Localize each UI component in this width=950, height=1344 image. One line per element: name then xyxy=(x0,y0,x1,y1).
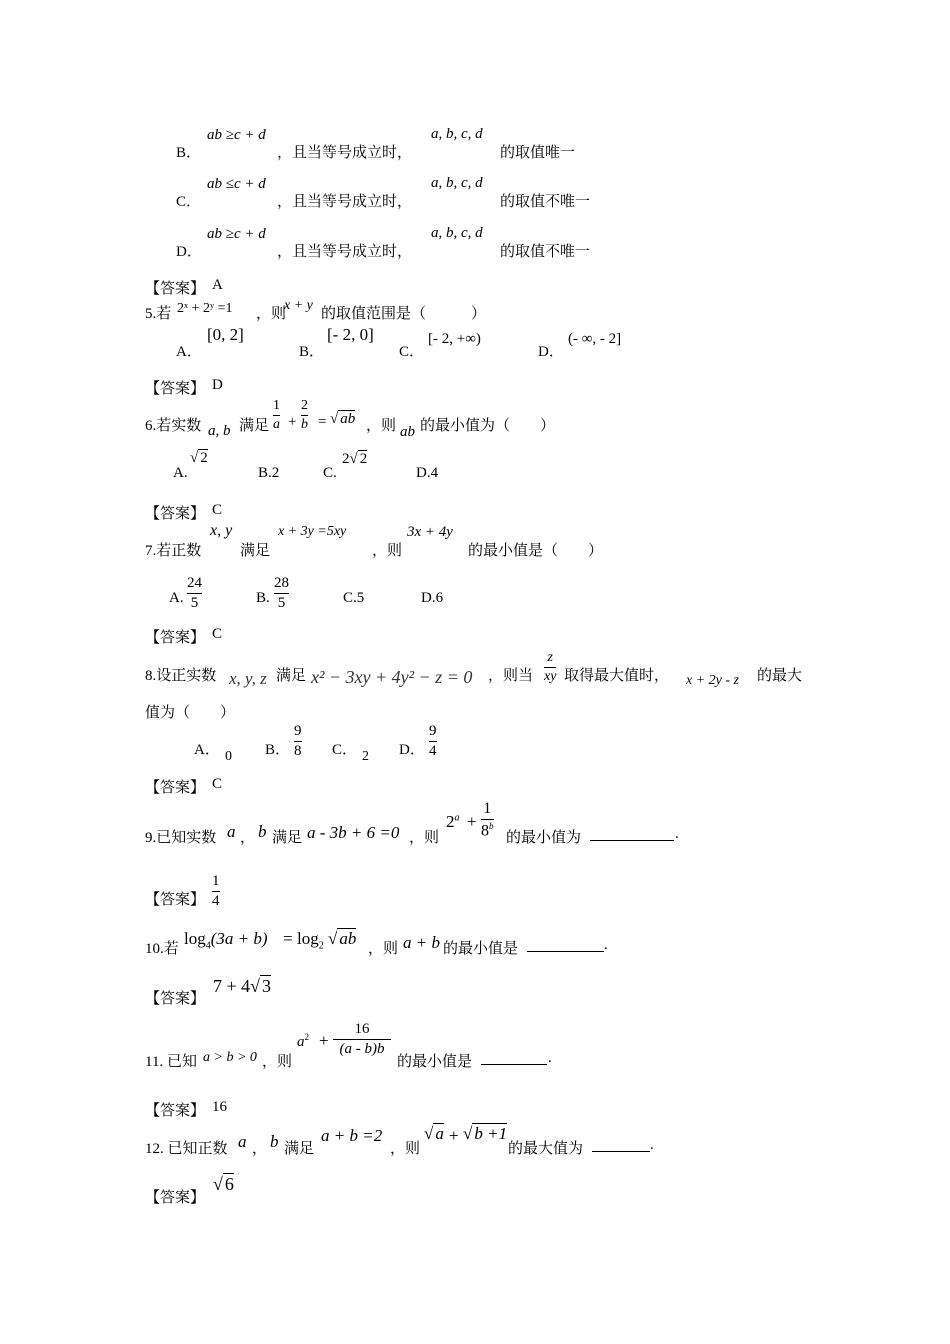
sqrt-b-plus-1: √ b +1 xyxy=(463,1124,508,1143)
answer-key: 【答案】 xyxy=(145,630,206,646)
math-vars: x, y, z xyxy=(229,669,267,688)
text: ，且当等号成立时， xyxy=(277,194,413,210)
text: ，则 xyxy=(262,1054,293,1070)
answer-key: 【答案】 xyxy=(145,1103,206,1119)
math-vars: a, b xyxy=(208,423,231,439)
text: 的最小值是（ ） xyxy=(468,543,604,559)
option-a-fraction: $\frac{24}{5}$ xyxy=(187,575,202,612)
text: ，则 xyxy=(372,543,403,559)
answer-value: C xyxy=(212,776,223,792)
text: 满足 xyxy=(239,418,270,434)
answer-value: 7 + 4√ 3 xyxy=(213,976,272,996)
option-b-fraction: $\frac{9}{8}$ xyxy=(294,723,302,760)
option-label: B． xyxy=(176,145,202,161)
option-a-value: √ 2 xyxy=(190,450,208,466)
option-c: C.5 xyxy=(343,590,365,606)
term-a-squared: $a^2$ xyxy=(297,1032,309,1050)
option-c-value: 2 xyxy=(362,749,369,764)
math-expr: x + y xyxy=(284,298,313,313)
answer-key: 【答案】 xyxy=(145,991,206,1007)
text: ，则当 xyxy=(488,668,534,684)
question-prefix: 5.若 xyxy=(145,306,172,322)
text: 的最小值为（ ） xyxy=(420,418,556,434)
math-eq: x + 3y =5xy xyxy=(278,524,347,539)
option-d: D.4 xyxy=(416,465,439,481)
answer-value: 16 xyxy=(212,1099,227,1115)
plus-sign: + xyxy=(449,1126,459,1145)
math-expr: ab ≥c + d xyxy=(207,226,266,242)
plus-sign: + xyxy=(288,414,297,430)
text: ，且当等号成立时， xyxy=(277,145,413,161)
question-prefix: 7.若正数 xyxy=(145,543,202,559)
option-label: C． xyxy=(176,194,202,210)
answer-blank[interactable] xyxy=(527,951,604,952)
text: 满足 xyxy=(240,543,271,559)
fraction-z-over-xy: $\frac{z}{xy}$ xyxy=(544,650,557,685)
text: 取得最大值时， xyxy=(564,668,670,684)
text: . xyxy=(650,1137,654,1153)
math-cond: a > b > 0 xyxy=(203,1050,257,1065)
math-vars: a, b, c, d xyxy=(431,126,483,142)
power-term: 2$^a$ xyxy=(446,812,460,831)
question-prefix: 6.若实数 xyxy=(145,418,202,434)
math-expr: 3x + 4y xyxy=(407,524,453,540)
text: ， xyxy=(252,1141,268,1157)
option-d-fraction: $\frac{9}{4}$ xyxy=(429,723,437,760)
text: 的最小值是 xyxy=(443,941,519,957)
text: . xyxy=(604,937,608,953)
answer-blank[interactable] xyxy=(592,1151,650,1152)
option-label: A． xyxy=(194,742,220,758)
log-lhs: $\log_4(3a + b)$ xyxy=(184,929,268,952)
text: 的取值不唯一 xyxy=(500,194,591,210)
option-label: C． xyxy=(399,344,425,360)
question-prefix: 11. 已知 xyxy=(145,1054,197,1070)
math-expr: a + b xyxy=(403,933,440,952)
answer-key: 【答案】 xyxy=(145,892,206,908)
answer-value: A xyxy=(212,277,223,293)
var-b: b xyxy=(258,822,267,841)
text: 满足 xyxy=(272,830,303,846)
text: . xyxy=(548,1050,552,1066)
question-prefix: 9.已知实数 xyxy=(145,830,217,846)
question-prefix: 12. 已知正数 xyxy=(145,1141,228,1157)
plus-sign: + xyxy=(467,812,477,831)
var-b: b xyxy=(270,1132,279,1151)
text: 的最小值为 xyxy=(506,830,582,846)
option-label: A． xyxy=(176,344,202,360)
text: 的取值范围是（ ） xyxy=(321,306,487,322)
text: . xyxy=(675,826,679,842)
text: ，且当等号成立时， xyxy=(277,244,413,260)
option-b: B.2 xyxy=(258,465,280,481)
answer-value: C xyxy=(212,502,223,518)
math-eq: x² − 3xy + 4y² − z = 0 xyxy=(311,667,473,687)
option-label: D． xyxy=(176,244,202,260)
option-label: C． xyxy=(332,742,358,758)
equals-sign: = xyxy=(318,414,327,430)
math-eq: a + b =2 xyxy=(321,1126,383,1145)
option-d-value: (- ∞, - 2] xyxy=(568,331,622,347)
fraction-1-over-a: $\frac{1}{a}$ xyxy=(273,398,280,433)
option-a-value: [0, 2] xyxy=(207,325,244,344)
answer-key: 【答案】 xyxy=(145,1190,206,1206)
plus-sign: + xyxy=(319,1031,329,1050)
math-vars: a, b, c, d xyxy=(431,225,483,241)
option-b-value: [- 2, 0] xyxy=(327,325,374,344)
answer-blank[interactable] xyxy=(590,840,674,841)
math-expr: x + 2y - z xyxy=(686,673,739,688)
text: ，则 xyxy=(409,830,440,846)
option-label: A. xyxy=(173,465,188,481)
option-label: B． xyxy=(299,344,325,360)
math-expr: ab ≥c + d xyxy=(207,127,266,143)
answer-value: C xyxy=(212,626,223,642)
math-vars: a, b, c, d xyxy=(431,175,483,191)
answer-value: √ 6 xyxy=(213,1174,234,1194)
fraction-16-over-ab: $\frac{16}{(a - b)b}$ xyxy=(333,1021,391,1059)
option-label: B. xyxy=(256,590,270,606)
fraction-1-over-8b: $\frac{1}{8^b}$ xyxy=(481,800,494,840)
answer-key: 【答案】 xyxy=(145,780,206,796)
answer-key: 【答案】 xyxy=(145,506,206,522)
text: ， xyxy=(240,830,256,846)
var-a: a xyxy=(227,822,236,841)
text: ，则 xyxy=(256,306,287,322)
text: ，则 xyxy=(366,418,397,434)
log-rhs: $\log_2$ √ ab xyxy=(297,929,357,952)
text: 的最大 xyxy=(757,668,803,684)
answer-fraction: $\frac{1}{4}$ xyxy=(212,873,220,910)
text: 的取值唯一 xyxy=(500,145,576,161)
text: ，则 xyxy=(368,941,399,957)
math-vars: x, y xyxy=(210,522,233,539)
math-eq: 2ˣ + 2ʸ =1 xyxy=(177,301,233,316)
question-prefix: 8.设正实数 xyxy=(145,668,217,684)
math-eq: a - 3b + 6 =0 xyxy=(307,823,400,842)
text: ，则 xyxy=(390,1141,421,1157)
answer-value: D xyxy=(212,377,223,393)
sqrt-a: √ a xyxy=(424,1124,444,1143)
var-a: a xyxy=(238,1132,247,1151)
text: 满足 xyxy=(276,668,307,684)
fraction-2-over-b: $\frac{2}{b}$ xyxy=(301,398,308,433)
answer-key: 【答案】 xyxy=(145,281,206,297)
math-expr: ab ≤c + d xyxy=(207,176,266,192)
option-d: D.6 xyxy=(421,590,444,606)
option-b-fraction: $\frac{28}{5}$ xyxy=(274,575,289,612)
sqrt-ab: √ ab xyxy=(330,411,356,427)
math-expr: ab xyxy=(400,424,415,440)
answer-blank[interactable] xyxy=(481,1064,547,1065)
answer-key: 【答案】 xyxy=(145,381,206,397)
text: 值为（ ） xyxy=(145,705,236,721)
option-c-value: [- 2, +∞) xyxy=(428,331,481,347)
equals-sign: = xyxy=(283,929,293,948)
option-label: D． xyxy=(538,344,564,360)
option-label: A. xyxy=(169,590,184,606)
question-prefix: 10.若 xyxy=(145,941,179,957)
text: 的取值不唯一 xyxy=(500,244,591,260)
option-label: B． xyxy=(265,742,291,758)
text: 满足 xyxy=(284,1141,315,1157)
text: 的最大值为 xyxy=(508,1141,584,1157)
option-label: C. xyxy=(323,465,337,481)
option-c-value: 2√ 2 xyxy=(342,451,368,467)
text: 的最小值是 xyxy=(397,1054,473,1070)
option-a-value: 0 xyxy=(225,749,232,764)
option-label: D． xyxy=(399,742,425,758)
